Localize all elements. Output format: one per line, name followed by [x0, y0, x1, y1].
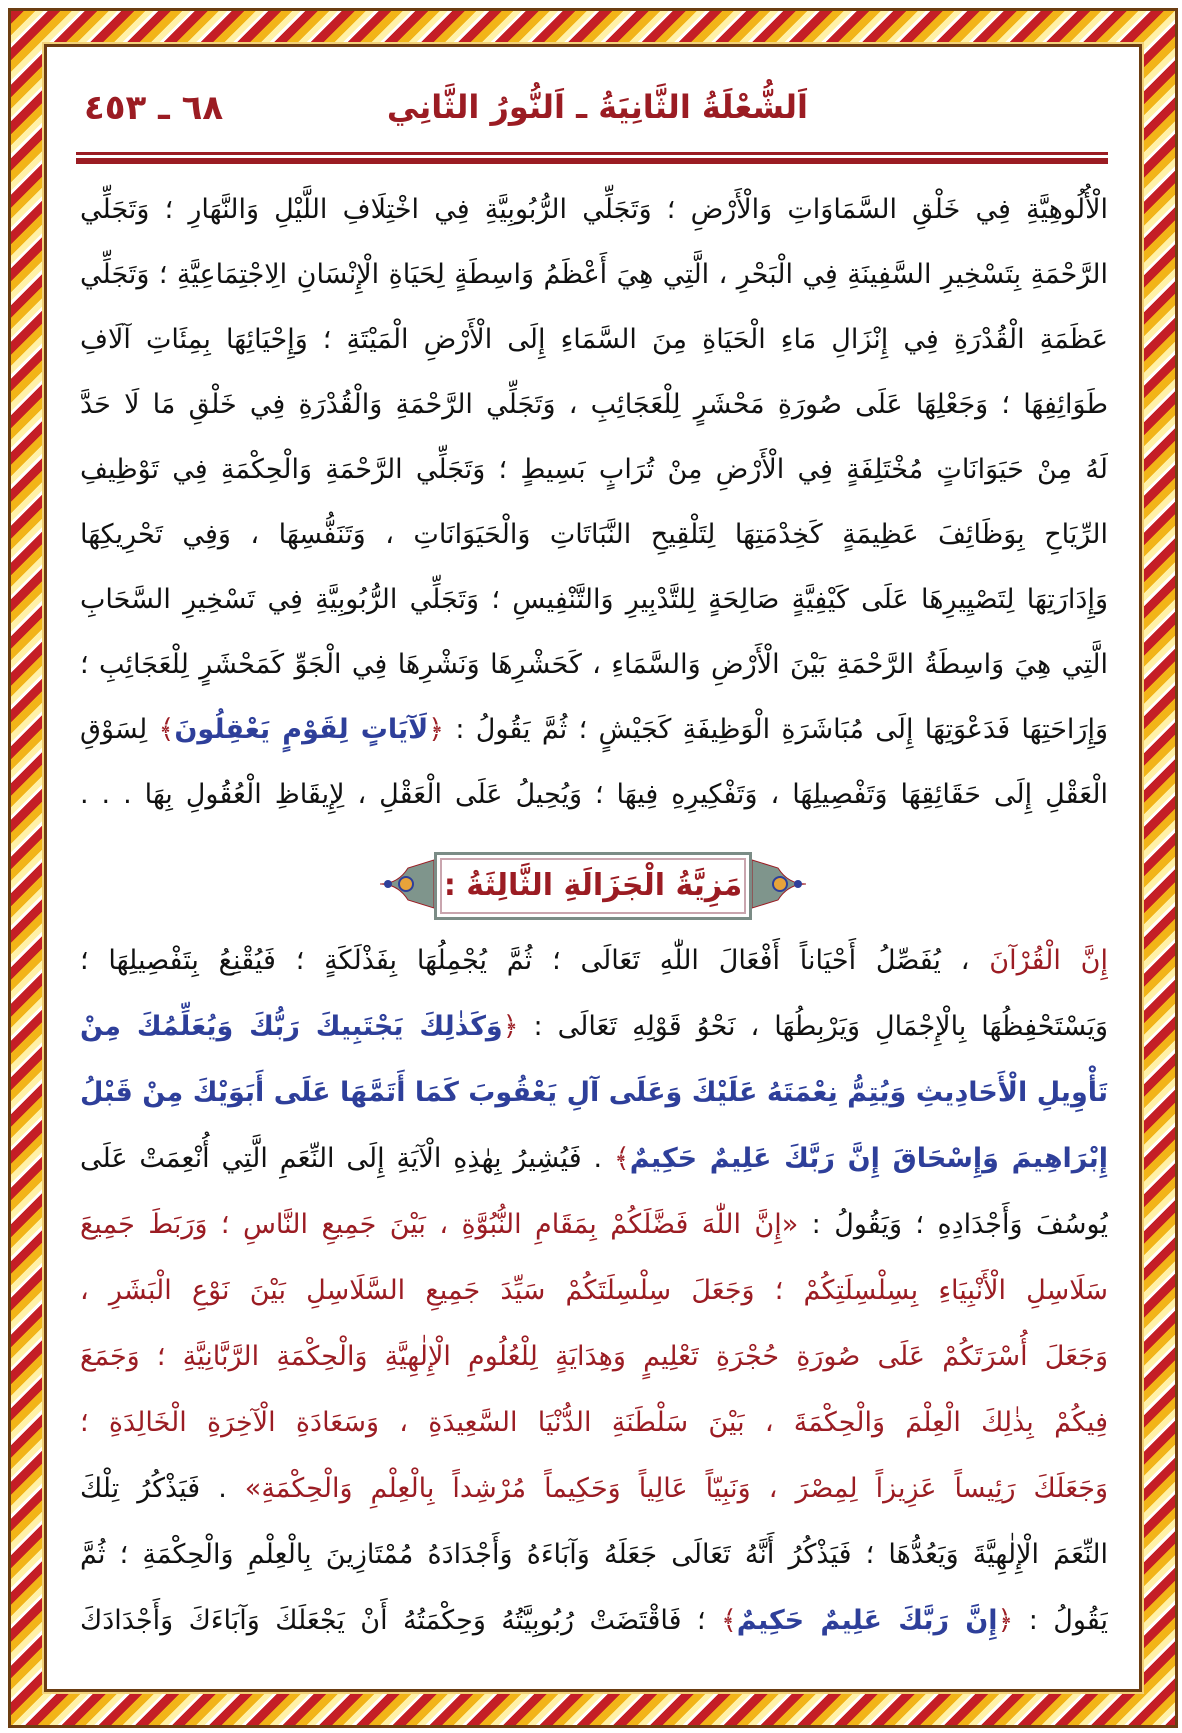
highlighted-text: ﴿: [502, 1011, 519, 1042]
text-segment: الْعَقْلِ إِلَى حَقَائِقِهَا وَتَفْصِيلِهَا ، وَتَفْكِيرِهِ فِيهَا ؛ وَيُحِيلُ عَلَى الْعَقْلِ ، لِإِيقَاظِ الْعُقُولِ بِهَا . . .: [80, 779, 1108, 810]
text-line: [80, 1061, 1108, 1125]
text-segment: النِّعَمَ الْإِلٰهِيَّةَ وَيَعُدُّهَا ؛ فَيَذْكُرُ أَنَّهُ تَعَالَى جَعَلَهُ وَآبَاءَهُ وَأَجْدَادَهُ مُمْتَازِينَ بِالْعِلْمِ وَالْحِكْمَةِ ؛ ثُمَّ: [80, 1539, 1108, 1570]
highlighted-text: «إِنَّ اللّٰهَ فَضَّلَكُمْ بِمَقَامِ النُّبُوَّةِ ، بَيْنَ جَمِيعِ النَّاسِ ؛ وَرَبَطَ جَمِيعَ: [80, 1209, 799, 1240]
text-segment: الْأُلُوهِيَّةِ فِي خَلْقِ السَّمَاوَاتِ وَالْأَرْضِ ؛ وَتَجَلِّي الرُّبُوبِيَّةِ فِي اخْتِلَافِ اللَّيْلِ وَالنَّهَارِ ؛ وَتَجَلِّي: [80, 194, 1108, 225]
text-segment: الَّتِي هِيَ وَاسِطَةُ الرَّحْمَةِ بَيْنَ الْأَرْضِ وَالسَّمَاءِ ، كَحَشْرِهَا وَنَشْرِهَا فِي الْجَوِّ كَمَحْشَرٍ لِلْعَجَائِبِ ؛: [80, 649, 1108, 680]
text-segment: الرِّيَاحِ بِوَظَائِفَ عَظِيمَةٍ كَخِدْمَتِهَا لِتَلْقِيحِ النَّبَاتَاتِ وَالْحَيَوَانَاتِ ، وَتَنَفُّسِهَا ، وَفِي تَحْرِيكِهَا: [80, 519, 1108, 550]
text-segment: الرَّحْمَةِ بِتَسْخِيرِ السَّفِينَةِ فِي الْبَحْرِ ، الَّتِي هِيَ أَعْظَمُ وَاسِطَةٍ لِحَيَاةِ الْإِنْسَانِ الِاجْتِمَاعِيَّةِ ؛ وَتَجَلِّي: [80, 259, 1108, 290]
text-line: [80, 568, 1108, 632]
highlighted-text: ﴾: [720, 1605, 737, 1636]
text-line: [80, 1127, 1108, 1191]
text-line: [80, 1457, 1108, 1521]
text-line: [80, 1259, 1108, 1323]
quran-verse: تَأْوِيلِ الْأَحَادِيثِ وَيُتِمُّ نِعْمَتَهُ عَلَيْكَ وَعَلَى آلِ يَعْقُوبَ كَمَا أَتَمَّهَا عَلَى أَبَوَيْكَ مِنْ قَبْلُ: [80, 1077, 1108, 1108]
text-line: [80, 633, 1108, 697]
highlighted-text: إِنَّ الْقُرْآنَ: [989, 945, 1108, 976]
text-line: [80, 308, 1108, 372]
highlighted-text: ﴿: [428, 714, 445, 745]
text-line: [80, 1589, 1108, 1653]
section-heading: [378, 852, 808, 920]
highlighted-text: ﴿: [997, 1605, 1014, 1636]
text-line: [80, 503, 1108, 567]
text-segment: لِسَوْقِ: [80, 714, 159, 745]
text-segment: لَهُ مِنْ حَيَوَانَاتٍ مُخْتَلِفَةٍ فِي الْأَرْضِ مِنْ تُرَابٍ بَسِيطٍ ؛ وَتَجَلِّي الرَّحْمَةِ وَالْحِكْمَةِ فِي تَوْظِيفِ: [80, 454, 1108, 485]
text-line: [80, 995, 1108, 1059]
text-segment: وَإِدَارَتِهَا لِتَصْيِيرِهَا عَلَى كَيْفِيَّةٍ صَالِحَةٍ لِلتَّدْبِيرِ وَالتَّنْفِيسِ ؛ وَتَجَلِّي الرُّبُوبِيَّةِ فِي تَسْخِيرِ السَّحَابِ: [80, 584, 1108, 615]
text-segment: . فَيَذْكُرُ تِلْكَ: [80, 1473, 245, 1504]
highlighted-text: ﴾: [613, 1143, 630, 1174]
text-segment: ، يُفَصِّلُ أَحْيَاناً أَفْعَالَ اللّٰهِ تَعَالَى ؛ ثُمَّ يُجْمِلُهَا بِفَذْلَكَةٍ ؛ فَيُقْنِعُ بِتَفْصِيلِهَا ؛: [80, 945, 990, 976]
running-title: اَلشُّعْلَةُ الثَّانِيَةُ ـ اَلنُّورُ الثَّانِي: [386, 88, 808, 126]
text-segment: يَقُولُ :: [1013, 1605, 1108, 1636]
text-segment: طَوَائِفِهَا ؛ وَجَعْلِهَا عَلَى صُورَةِ مَحْشَرٍ لِلْعَجَائِبِ ، وَتَجَلِّي الرَّحْمَةِ وَالْقُدْرَةِ فِي خَلْقِ مَا لَا حَدَّ: [80, 389, 1108, 420]
text-segment: عَظَمَةِ الْقُدْرَةِ فِي إِنْزَالِ مَاءِ الْحَيَاةِ مِنَ السَّمَاءِ إِلَى الْأَرْضِ الْمَيْتَةِ ؛ وَإِحْيَائِهَا بِمِئَاتِ آلَافِ: [80, 324, 1108, 355]
text-segment: يُوسُفَ وَأَجْدَادِهِ ؛ وَيَقُولُ :: [798, 1209, 1108, 1240]
header-rule-thick: [76, 158, 1108, 164]
highlighted-text: ﴾: [158, 714, 175, 745]
ornament-right-icon: [752, 858, 808, 910]
highlighted-text: سَلَاسِلِ الْأَنْبِيَاءِ بِسِلْسِلَتِكُمْ ؛ وَجَعَلَ سِلْسِلَتَكُمْ سَيِّدَ جَمِيعِ السَّلَاسِلِ بَيْنَ نَوْعِ الْبَشَرِ ،: [80, 1275, 1108, 1306]
section-title: مَزِيَّةُ الْجَزَالَةِ الثَّالِثَةُ :: [434, 852, 752, 920]
text-segment: وَإِرَاحَتِهَا فَدَعْوَتِهَا إِلَى مُبَاشَرَةِ الْوَظِيفَةِ كَجَيْشٍ ؛ ثُمَّ يَقُولُ :: [444, 714, 1108, 745]
text-line: [80, 763, 1108, 827]
text-segment: . فَيُشِيرُ بِهٰذِهِ الْآيَةِ إِلَى النِّعَمِ الَّتِي أُنْعِمَتْ عَلَى: [80, 1143, 614, 1174]
text-line: [80, 1523, 1108, 1587]
page-header: [80, 88, 1108, 144]
quran-verse: لَآيَاتٍ لِقَوْمٍ يَعْقِلُونَ: [174, 714, 429, 745]
ornament-left-icon: [378, 858, 434, 910]
text-line: [80, 698, 1108, 762]
text-line: [80, 438, 1108, 502]
text-segment: ؛ فَاقْتَضَتْ رُبُوبِيَّتُهُ وَحِكْمَتُهُ أَنْ يَجْعَلَكَ وَآبَاءَكَ وَأَجْدَادَكَ: [80, 1605, 721, 1636]
text-line: [80, 1325, 1108, 1389]
text-line: [80, 178, 1108, 242]
text-line: [80, 243, 1108, 307]
header-rule-thin: [76, 152, 1108, 155]
quran-verse: إِبْرَاهِيمَ وَإِسْحَاقَ إِنَّ رَبَّكَ عَلِيمٌ حَكِيمٌ: [629, 1143, 1108, 1174]
highlighted-text: وَجَعَلَ أُسْرَتَكُمْ عَلَى صُورَةِ حُجْرَةِ تَعْلِيمٍ وَهِدَايَةٍ لِلْعُلُومِ الْإِلٰهِيَّةِ وَالْحِكْمَةِ الرَّبَّانِيَّةِ ؛ وَجَمَعَ: [80, 1341, 1108, 1372]
quran-verse: وَكَذٰلِكَ يَجْتَبِيكَ رَبُّكَ وَيُعَلِّمُكَ مِنْ: [80, 1011, 503, 1042]
quran-verse: إِنَّ رَبَّكَ عَلِيمٌ حَكِيمٌ: [736, 1605, 998, 1636]
text-line: [80, 373, 1108, 437]
highlighted-text: فِيكُمْ بِذٰلِكَ الْعِلْمَ وَالْحِكْمَةَ ، بَيْنَ سَلْطَنَةِ الدُّنْيَا السَّعِيدَةِ ، وَسَعَادَةِ الْآخِرَةِ الْخَالِدَةِ ؛: [80, 1407, 1108, 1438]
text-line: [80, 1193, 1108, 1257]
text-segment: وَيَسْتَحْفِظُهَا بِالْإِجْمَالِ وَيَرْبِطُهَا ، نَحْوُ قَوْلِهِ تَعَالَى :: [518, 1011, 1108, 1042]
text-line: [80, 929, 1108, 993]
highlighted-text: وَجَعَلَكَ رَئِيساً عَزِيزاً لِمِصْرَ ، وَنَبِيّاً عَالِياً وَحَكِيماً مُرْشِداً بِالْعِلْمِ وَالْحِكْمَةِ»: [244, 1473, 1108, 1504]
text-line: [80, 1391, 1108, 1455]
page-number: ٦٨ ـ ٤٥٣: [84, 88, 224, 128]
